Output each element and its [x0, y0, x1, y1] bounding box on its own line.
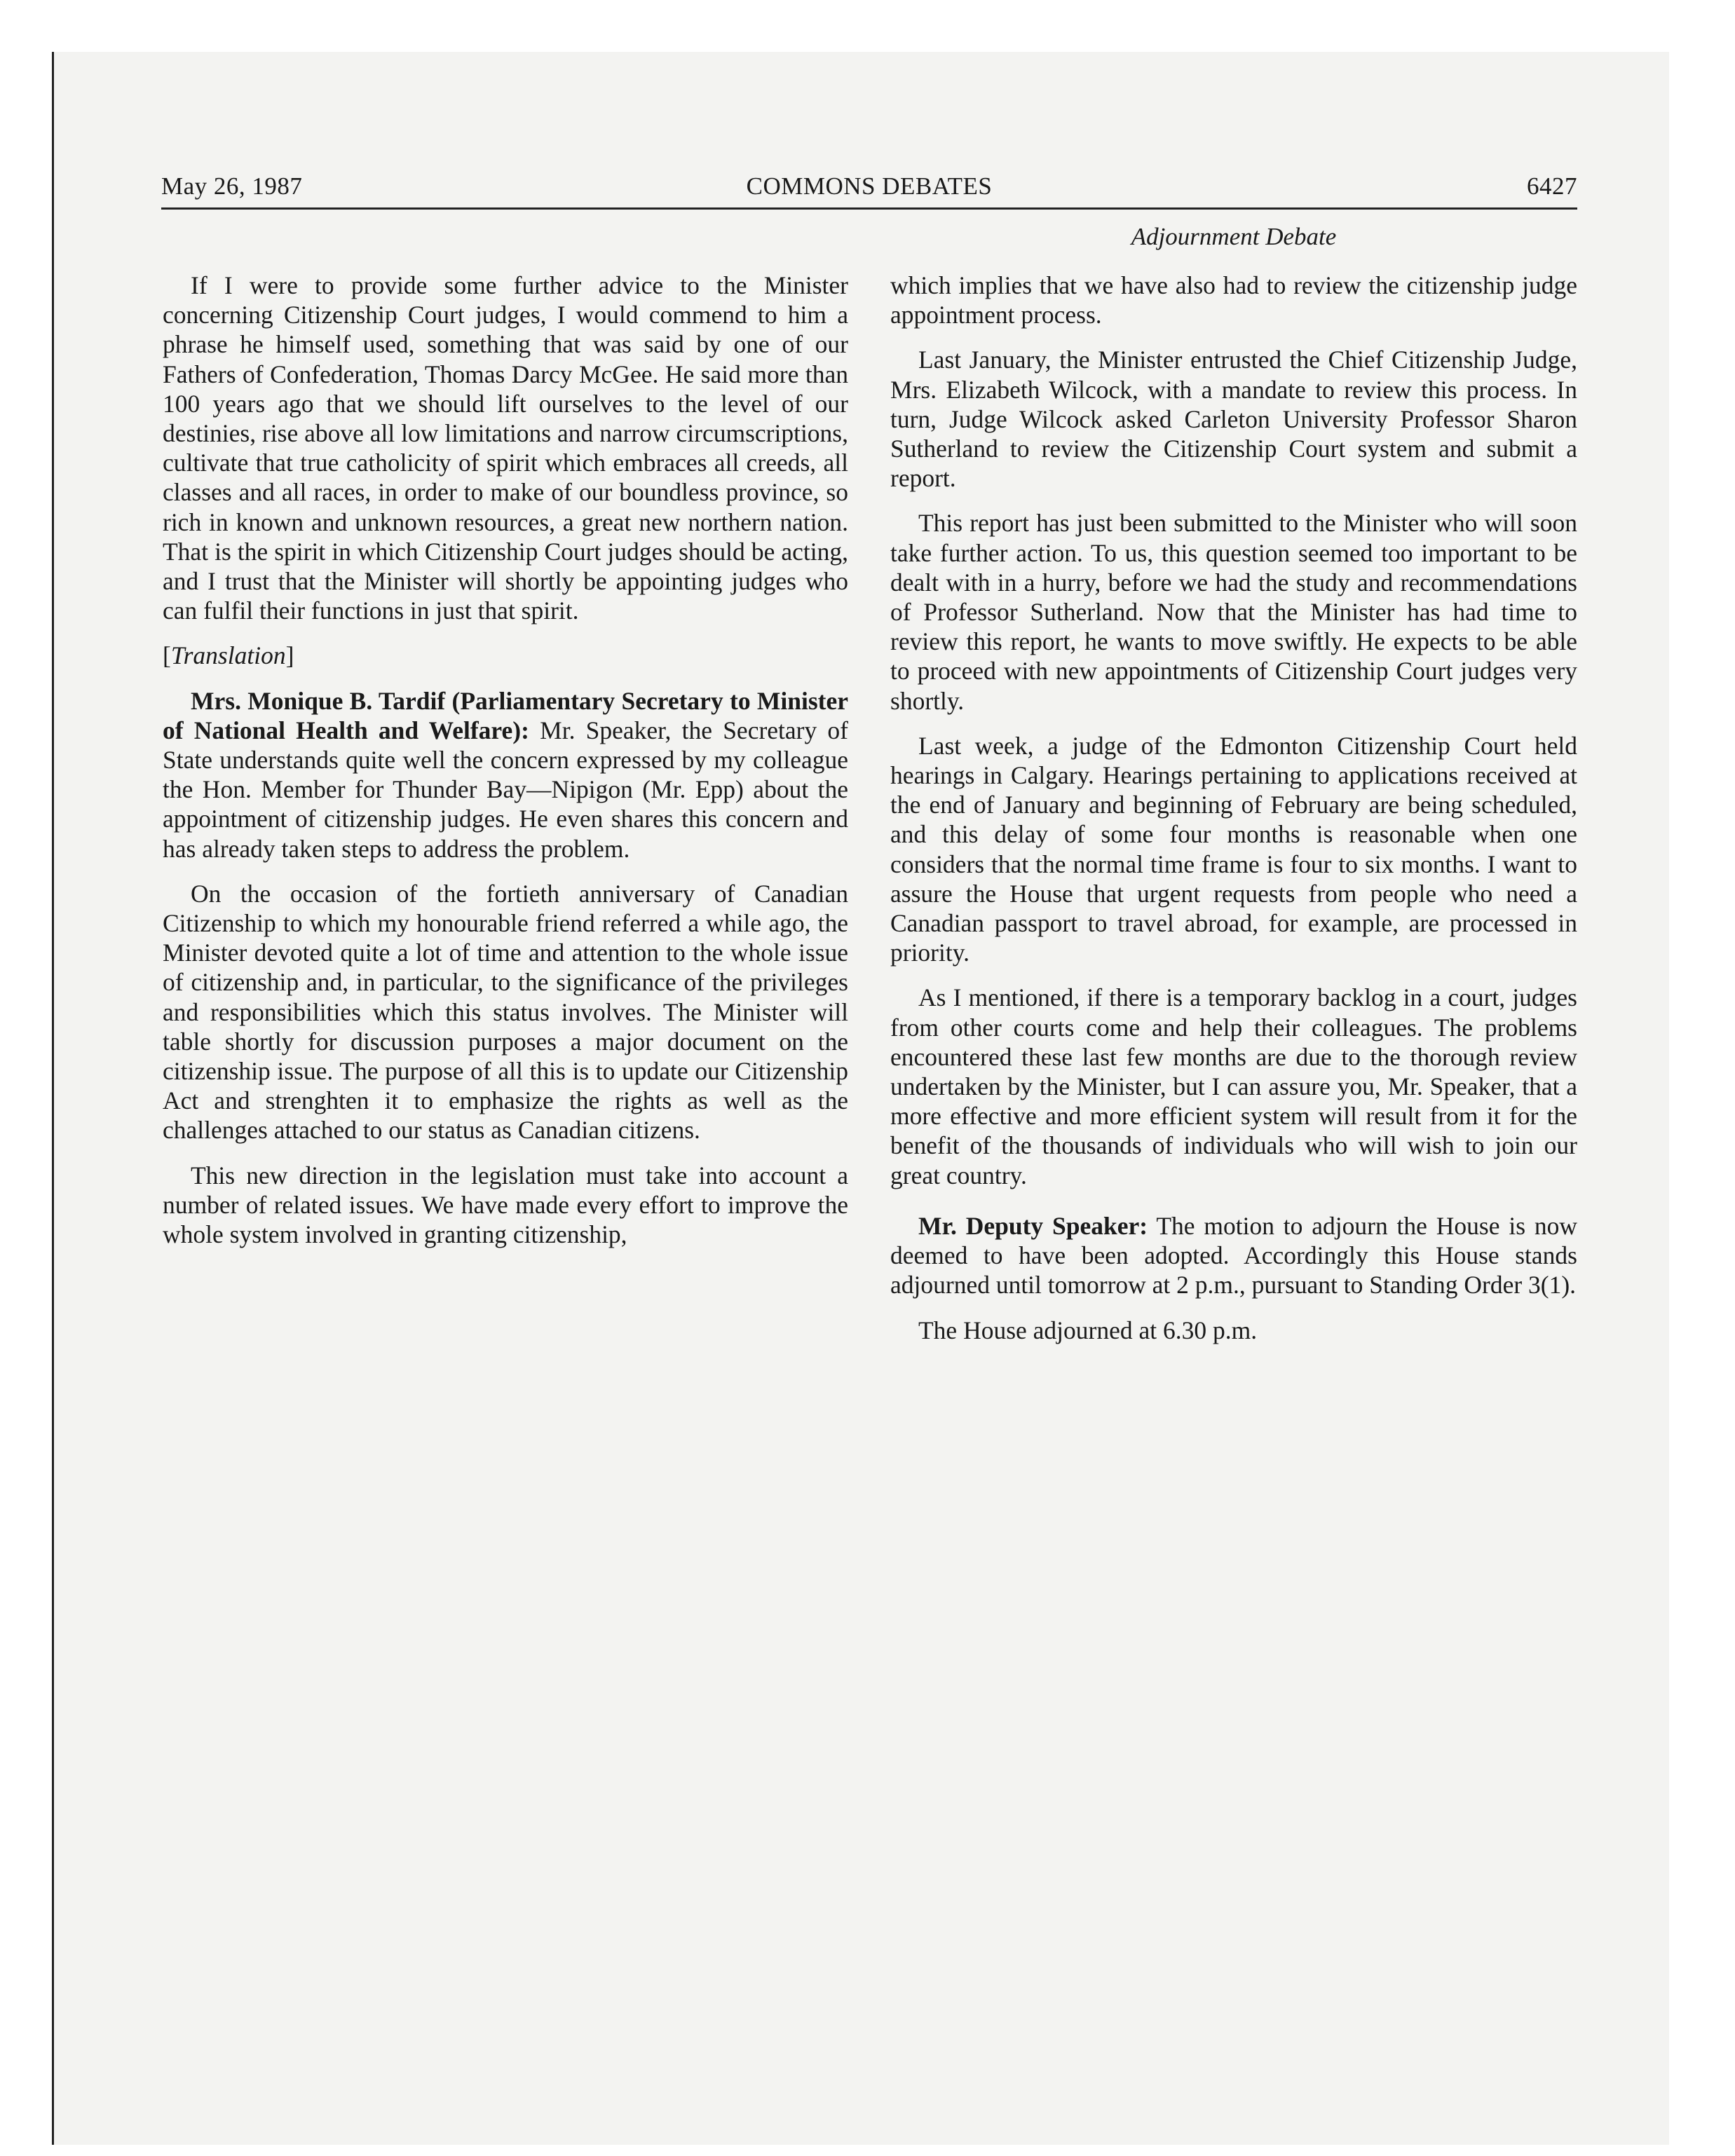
- speech-paragraph: [890, 1211, 1577, 1300]
- paragraph: Last week, a judge of the Edmonton Citizenship Court held hearings in Calgary. Hearings pertaining to applications received at the end of January and beginning of February are being scheduled, and this delay of some four months is reasonable when one considers that the normal time frame is four to six months. I want to assure the House that urgent requests from people who need a Canadian passport to travel abroad, for example, are processed in priority.: [890, 731, 1577, 967]
- paragraph: If I were to provide some further advice to the Minister concerning Citizenship Court judges, I would commend to him a phrase he himself used, something that was said by one of our Fathers of Confederation, Thomas Darcy McGee. He said more than 100 years ago that we should lift ourselves to the level of our destinies, rise above all low limitations and narrow circumscriptions, cultivate that true catholicity of spirit which embraces all creeds, all classes and all races, in order to make of our boundless province, so rich in known and unknown resources, a great new northern nation. That is the spirit in which Citizenship Court judges should be acting, and I trust that the Minister will shortly be appointing judges who can fulfil their functions in just that spirit.: [163, 271, 849, 625]
- paragraph: As I mentioned, if there is a temporary backlog in a court, judges from other courts come and help their colleagues. The problems encountered these last few months are due to the thorough review undertaken by the Minister, but I can assure you, Mr. Speaker, that a more effective and more efficient system will result from it for the benefit of the thousands of individuals who will wish to join our great country.: [890, 983, 1577, 1189]
- left-column: [163, 271, 848, 1264]
- paragraph: which implies that we have also had to review the citizenship judge appointment process.: [890, 271, 1577, 329]
- translation-tag: [Translation]: [163, 641, 294, 670]
- header-title: COMMONS DEBATES: [746, 172, 993, 200]
- speech-text: The motion to adjourn the House is now deemed to have been adopted. Accordingly this House stands adjourned until tomorrow at 2 p.m., pursuant to Standing Order 3(1).: [890, 1211, 1577, 1299]
- speech-text: Mr. Speaker, the Secretary of State understands quite well the concern expressed by my colleague the Hon. Member for Thunder Bay—Nipigon (Mr. Epp) about the appointment of citizenship judges. He even shares this concern and has already taken steps to address the problem.: [163, 716, 848, 863]
- paragraph: This report has just been submitted to the Minister who will soon take further action. To us, this question seemed too important to be dealt with in a hurry, before we had the study and recommendations of Professor Sutherland. Now that the Minister has had time to review this report, he wants to move swiftly. He expects to be able to proceed with new appointments of Citizenship Court judges very shortly.: [890, 509, 1577, 715]
- page-header: [161, 172, 1577, 210]
- paragraph: The House adjourned at 6.30 p.m.: [918, 1316, 1258, 1344]
- speaker-name: Mrs. Monique B. Tardif (Parliamentary Secretary to Minister of National Health and Welfare):: [163, 686, 848, 744]
- section-title: Adjournment Debate: [1131, 223, 1337, 250]
- speech-paragraph: [163, 686, 848, 864]
- page-number: 6427: [1527, 172, 1577, 200]
- right-column: [890, 271, 1577, 1360]
- translation-label: Translation: [170, 641, 286, 670]
- paragraph: Last January, the Minister entrusted the Chief Citizenship Judge, Mrs. Elizabeth Wilcock, with a mandate to review this process. In turn, Judge Wilcock asked Carleton University Professor Sharon Sutherland to review the Citizenship Court system and submit a report.: [890, 346, 1577, 493]
- header-date: May 26, 1987: [161, 172, 303, 200]
- paragraph: This new direction in the legislation must take into account a number of related issues. We have made every effort to improve the whole system involved in granting citizenship,: [163, 1161, 848, 1249]
- paragraph: On the occasion of the fortieth anniversary of Canadian Citizenship to which my honourable friend referred a while ago, the Minister devoted quite a lot of time and attention to the whole issue of citizenship and, in particular, to the significance of the privileges and responsibilities which this status involves. The Minister will table shortly for discussion purposes a major document on the citizenship issue. The purpose of all this is to update our Citizenship Act and strenghten it to emphasize the rights as well as the challenges attached to our status as Canadian citizens.: [163, 879, 848, 1145]
- speaker-name: Mr. Deputy Speaker:: [918, 1211, 1148, 1240]
